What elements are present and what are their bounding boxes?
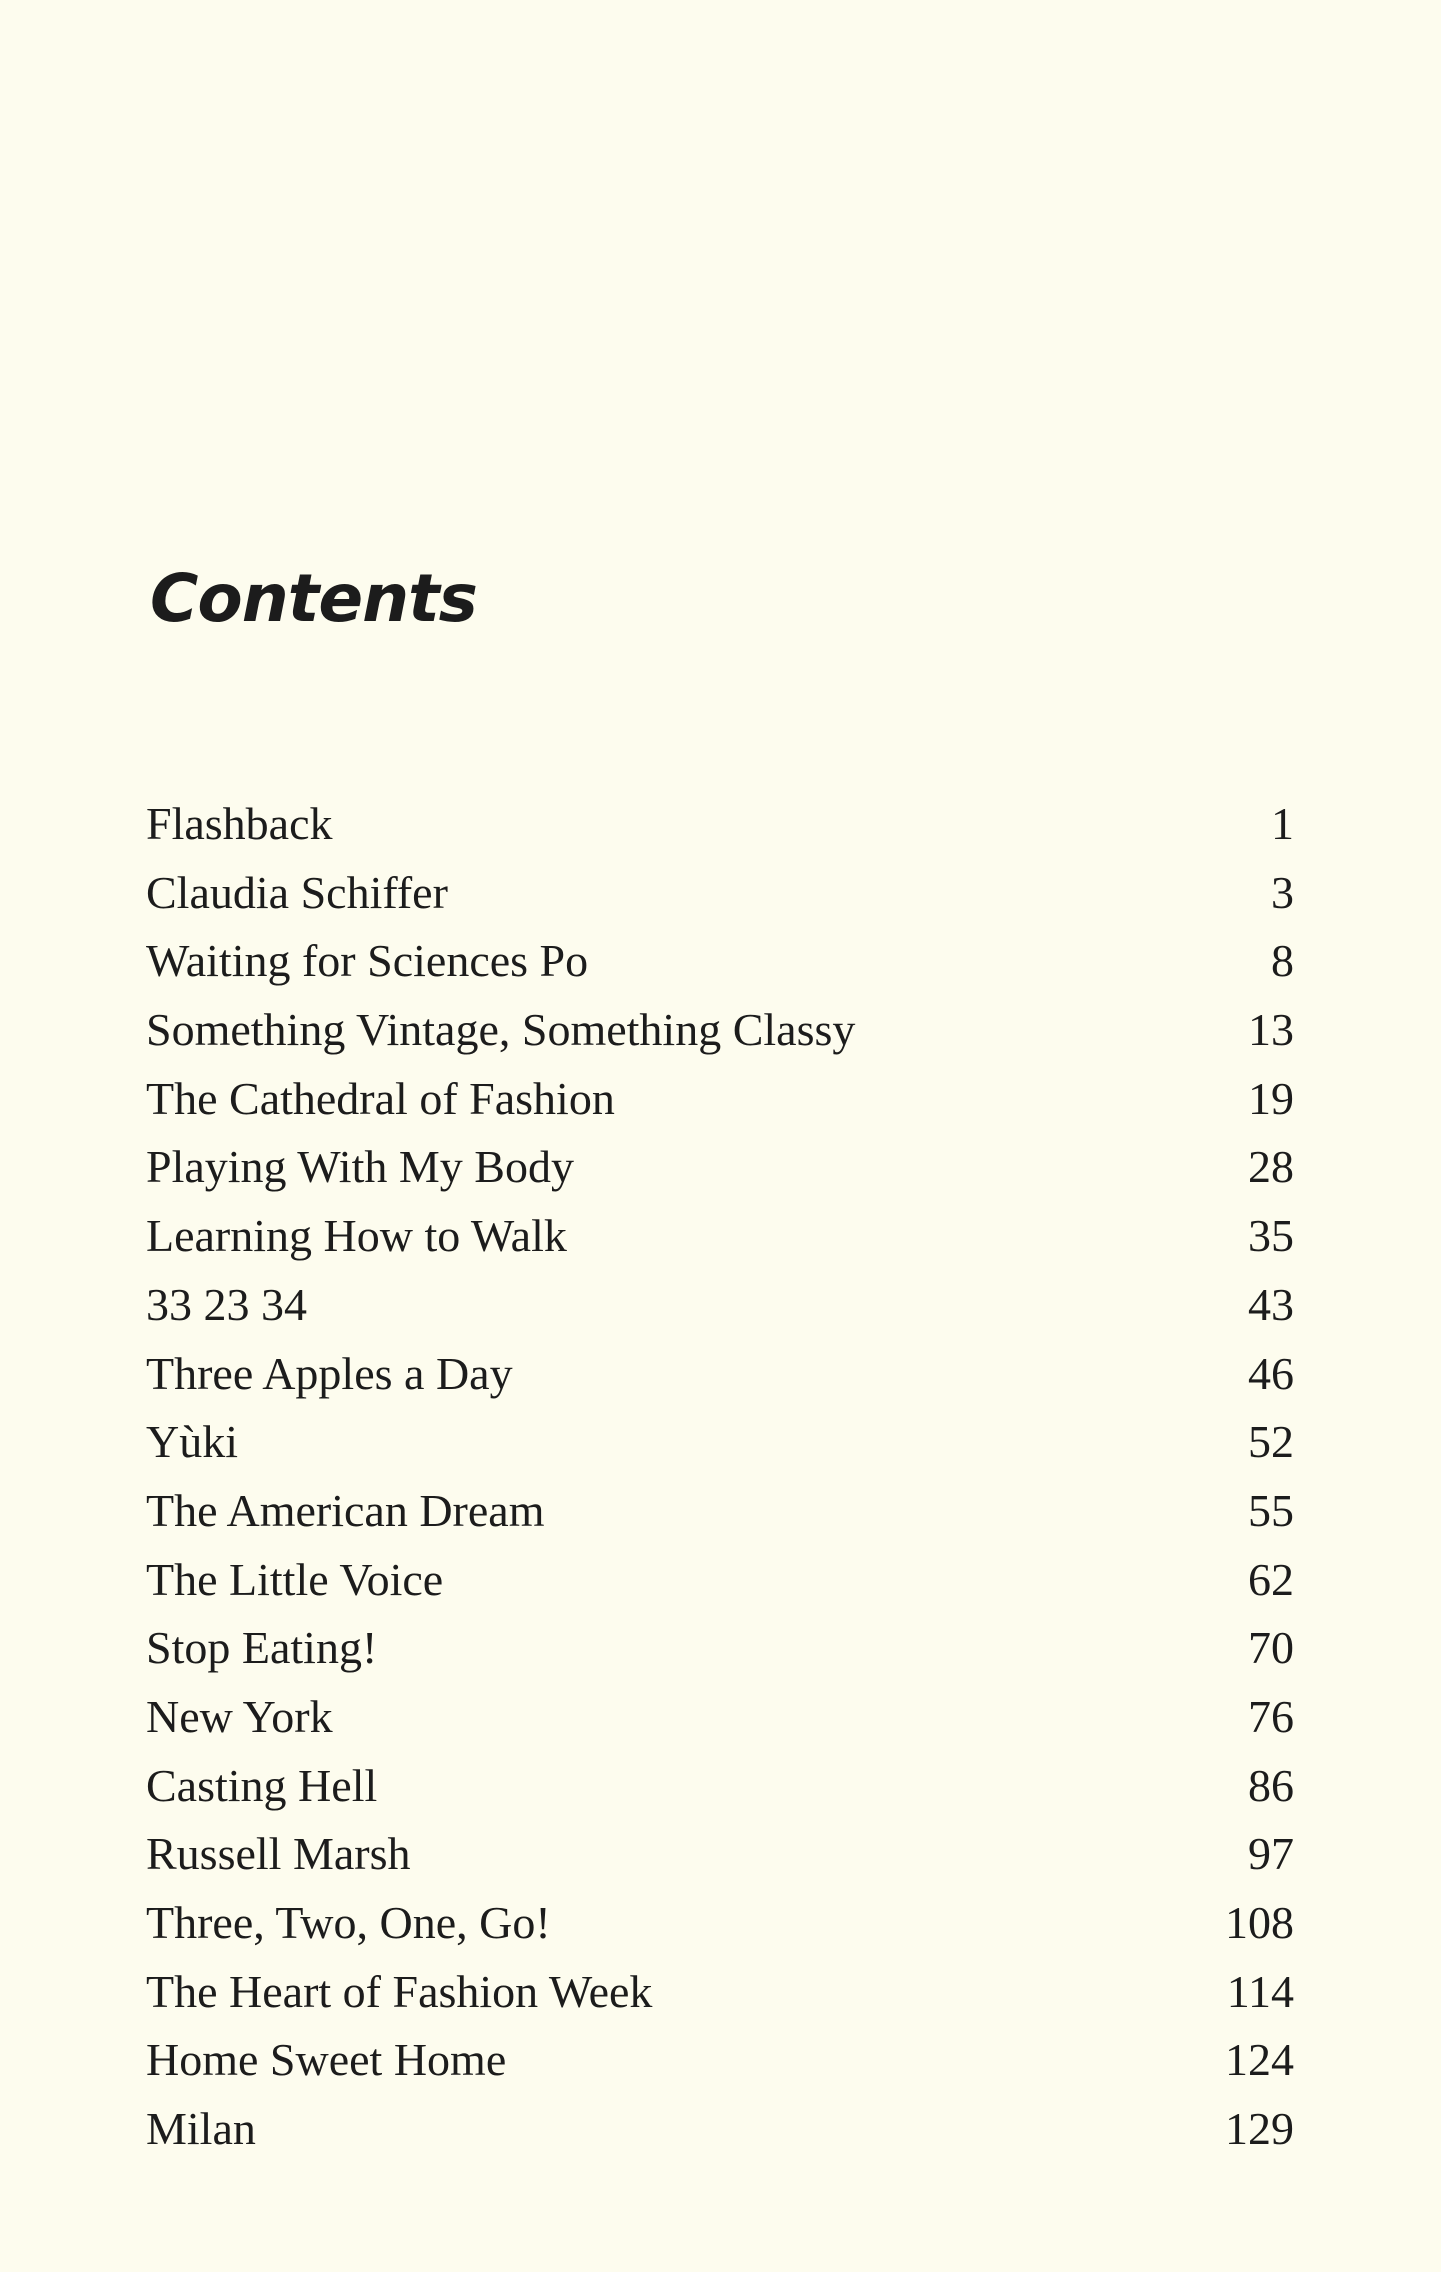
chapter-title: Three, Two, One, Go!: [146, 1897, 551, 1948]
page-number: 129: [1225, 2103, 1294, 2155]
table-of-contents: [146, 790, 1294, 2164]
page-number: 97: [1248, 1828, 1294, 1880]
toc-entry: [146, 1546, 1294, 1615]
toc-entry: [146, 1752, 1294, 1821]
page-number: 28: [1248, 1141, 1294, 1193]
page-number: 35: [1248, 1210, 1294, 1262]
toc-entry: [146, 1271, 1294, 1340]
chapter-title: The Cathedral of Fashion: [146, 1072, 615, 1124]
toc-entry: [146, 1133, 1294, 1202]
page-number: 1: [1271, 798, 1294, 849]
page-number: 76: [1248, 1690, 1294, 1742]
toc-entry: [146, 1958, 1294, 2027]
page-number: 70: [1248, 1622, 1294, 1674]
page-number: 52: [1248, 1416, 1294, 1468]
chapter-title: The Heart of Fashion Week: [146, 1965, 653, 2017]
chapter-title: New York: [146, 1690, 333, 1742]
page-number: 13: [1248, 1004, 1294, 1056]
chapter-title: Russell Marsh: [146, 1828, 411, 1880]
toc-entry: [146, 2026, 1294, 2095]
toc-entry: [146, 2095, 1294, 2164]
chapter-title: Yùki: [146, 1416, 238, 1468]
page-number: 124: [1225, 2034, 1294, 2086]
toc-entry: [146, 859, 1294, 928]
toc-entry: [146, 1820, 1294, 1889]
chapter-title: Stop Eating!: [146, 1622, 378, 1674]
page-number: 19: [1248, 1072, 1294, 1124]
page-number: 108: [1225, 1897, 1294, 1948]
chapter-title: Claudia Schiffer: [146, 866, 448, 918]
toc-entry: [146, 1477, 1294, 1546]
page-number: 55: [1248, 1484, 1294, 1536]
chapter-title: The American Dream: [146, 1484, 545, 1536]
chapter-title: Something Vintage, Something Classy: [146, 1004, 856, 1056]
chapter-title: Playing With My Body: [146, 1141, 574, 1193]
chapter-title: Waiting for Sciences Po: [146, 935, 589, 987]
chapter-title: Three Apples a Day: [146, 1347, 513, 1399]
toc-entry: [146, 1408, 1294, 1477]
chapter-title: Milan: [146, 2103, 256, 2155]
toc-entry: [146, 1683, 1294, 1752]
toc-entry: [146, 1202, 1294, 1271]
chapter-title: The Little Voice: [146, 1553, 444, 1605]
contents-heading: Contents: [150, 560, 477, 637]
chapter-title: Flashback: [146, 798, 333, 849]
toc-entry: [146, 1614, 1294, 1683]
chapter-title: 33 23 34: [146, 1278, 307, 1330]
toc-entry: [146, 1065, 1294, 1134]
chapter-title: Home Sweet Home: [146, 2034, 507, 2086]
page-number: 62: [1248, 1553, 1294, 1605]
toc-entry: [146, 1340, 1294, 1409]
page-number: 43: [1248, 1278, 1294, 1330]
page-number: 86: [1248, 1759, 1294, 1811]
page-number: 3: [1271, 866, 1294, 918]
page-number: 8: [1271, 935, 1294, 987]
toc-entry: [146, 927, 1294, 996]
toc-entry: [146, 790, 1294, 859]
page-number: 46: [1248, 1347, 1294, 1399]
chapter-title: Learning How to Walk: [146, 1210, 567, 1262]
chapter-title: Casting Hell: [146, 1759, 378, 1811]
toc-entry: [146, 1889, 1294, 1958]
toc-entry: [146, 996, 1294, 1065]
page-number: 114: [1226, 1965, 1294, 2017]
